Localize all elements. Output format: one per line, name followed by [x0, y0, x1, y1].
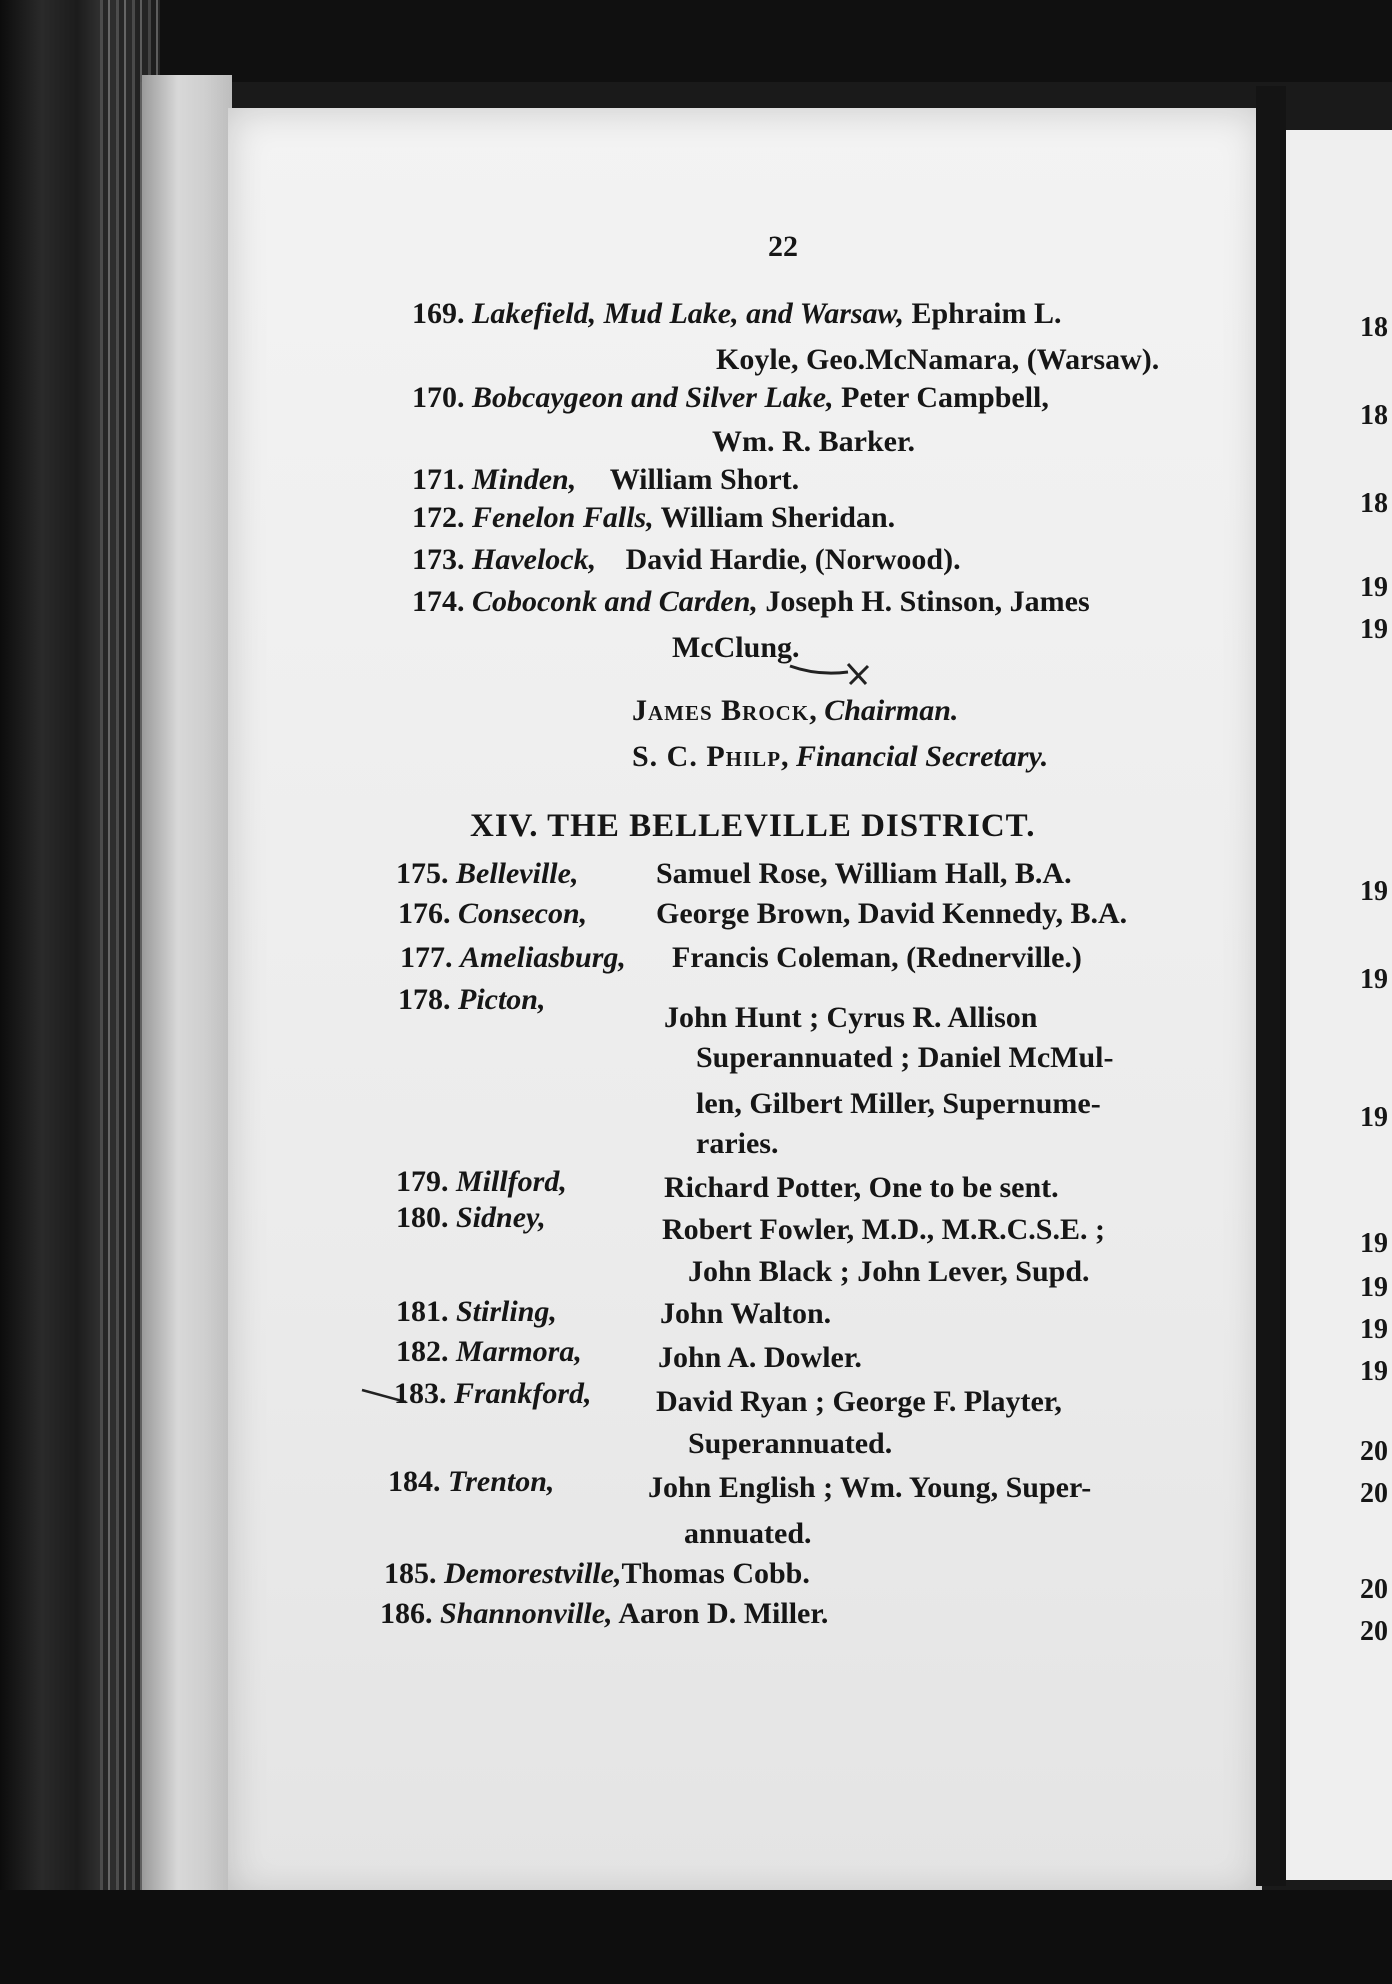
list-item: 172. Fenelon Falls, William Sheridan.: [412, 501, 896, 534]
list-item-text: raries.: [696, 1127, 779, 1160]
facing-page-number: 19: [1360, 1314, 1388, 1345]
list-item-text: annuated.: [684, 1517, 812, 1550]
list-item-text: Samuel Rose, William Hall, B.A.: [656, 857, 1072, 890]
list-item: 177. Ameliasburg,: [400, 941, 626, 974]
list-item: 186. Shannonville, Aaron D. Miller.: [380, 1597, 829, 1630]
facing-page-number: 19: [1360, 572, 1388, 603]
handwritten-mark: [788, 654, 878, 694]
list-item-text: Francis Coleman, (Rednerville.): [672, 941, 1082, 974]
facing-page-number: 19: [1360, 1272, 1388, 1303]
film-border-top: [0, 0, 1392, 82]
list-item: 180. Sidney,: [396, 1201, 546, 1234]
signature-secretary: S. C. Philp, Financial Secretary.: [632, 740, 1049, 773]
list-item-text: John A. Dowler.: [658, 1341, 862, 1374]
facing-page-number: 18: [1360, 312, 1388, 343]
facing-page-number: 18: [1360, 400, 1388, 431]
list-item-text: Robert Fowler, M.D., M.R.C.S.E. ;: [662, 1213, 1105, 1246]
list-item: 170. Bobcaygeon and Silver Lake, Peter Campbell,: [412, 381, 1049, 414]
page-number: 22: [768, 230, 798, 263]
facing-page-number: 19: [1360, 1102, 1388, 1133]
list-item: 176. Consecon,: [398, 897, 588, 930]
list-item: 173. Havelock, David Hardie, (Norwood).: [412, 543, 961, 576]
list-item-continuation: McClung.: [672, 631, 800, 664]
facing-page-number: 18: [1360, 488, 1388, 519]
list-item: 174. Coboconk and Carden, Joseph H. Stinson, James: [412, 585, 1090, 618]
list-item: 179. Millford,: [396, 1165, 567, 1198]
list-item-text: Superannuated ; Daniel McMul-: [696, 1041, 1114, 1074]
facing-page-number: 19: [1360, 614, 1388, 645]
list-item-text: Superannuated.: [688, 1427, 893, 1460]
list-item: 184. Trenton,: [388, 1465, 555, 1498]
film-border-bottom: [0, 1890, 1392, 1984]
facing-page-number: 19: [1360, 1228, 1388, 1259]
list-item-continuation: Wm. R. Barker.: [712, 425, 916, 458]
facing-page-number: 19: [1360, 1356, 1388, 1387]
list-item: 171. Minden, William Short.: [412, 463, 800, 496]
list-item-text: David Ryan ; George F. Playter,: [656, 1385, 1062, 1418]
list-item-text: Richard Potter, One to be sent.: [664, 1171, 1059, 1204]
facing-page-number: 20: [1360, 1574, 1388, 1605]
binding-gutter: [1256, 86, 1286, 1886]
list-item: 175. Belleville,: [396, 857, 579, 890]
list-item-text: len, Gilbert Miller, Supernume-: [696, 1087, 1101, 1120]
list-item: 169. Lakefield, Mud Lake, and Warsaw, Ephraim L.: [412, 297, 1062, 330]
list-item-text: George Brown, David Kennedy, B.A.: [656, 897, 1128, 930]
list-item-text: John Walton.: [660, 1297, 832, 1330]
facing-page-number: 19: [1360, 876, 1388, 907]
list-item-text: John Hunt ; Cyrus R. Allison: [664, 1001, 1038, 1034]
list-item: 185. Demorestville,Thomas Cobb.: [384, 1557, 810, 1590]
facing-page-number: 20: [1360, 1478, 1388, 1509]
facing-page-number: 20: [1360, 1436, 1388, 1467]
list-item: 178. Picton,: [398, 983, 546, 1016]
page-edge: [142, 75, 232, 1895]
list-item-continuation: Koyle, Geo.McNamara, (Warsaw).: [716, 343, 1160, 376]
district-heading: XIV. THE BELLEVILLE DISTRICT.: [470, 808, 1036, 844]
list-item: 182. Marmora,: [396, 1335, 582, 1368]
list-item-text: John English ; Wm. Young, Super-: [648, 1471, 1092, 1504]
facing-page-number: 19: [1360, 964, 1388, 995]
list-item: 181. Stirling,: [396, 1295, 557, 1328]
list-item-text: John Black ; John Lever, Supd.: [688, 1255, 1090, 1288]
facing-page-number: 20: [1360, 1616, 1388, 1647]
signature-chairman: James Brock, Chairman.: [632, 694, 959, 727]
list-item: 183. Frankford,: [394, 1377, 592, 1410]
